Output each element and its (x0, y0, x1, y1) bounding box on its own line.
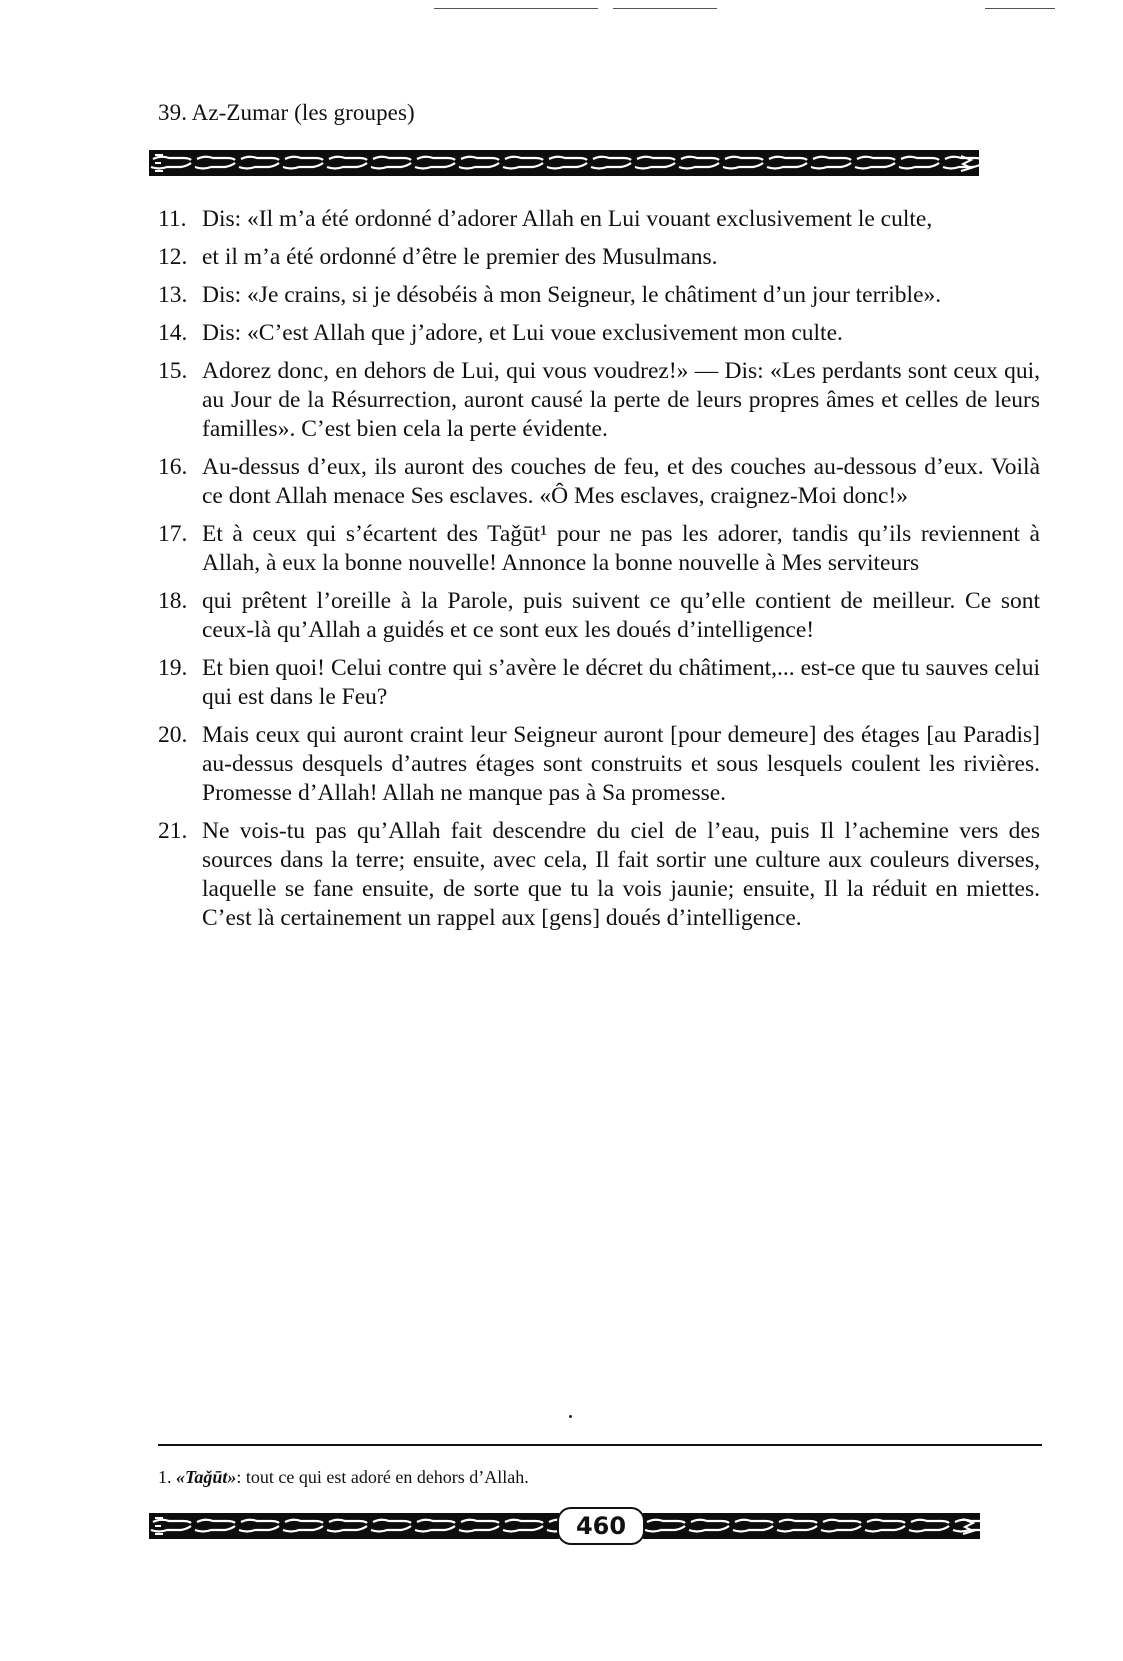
verse-number: 16. (158, 454, 188, 480)
bottom-ornament-band-right (643, 1513, 980, 1539)
running-header: 39. Az-Zumar (les groupes) (158, 100, 415, 125)
verse-text: Adorez donc, en dehors de Lui, qui vous voudrez!» — Dis: «Les perdants sont ceux qui, au Jour de la Résurrection, auront causé la perte de leurs propres âmes et celles de leurs familles». C’est bien cela la perte évidente. (202, 358, 1040, 442)
verse-14 (158, 319, 1040, 348)
verse-text: Mais ceux qui auront craint leur Seigneur auront [pour demeure] des étages [au Paradis] au-dessus desquels d’autres étages sont construits et sous lesquels coulent les rivières. Promesse d’Allah! Allah ne manque pas à Sa promesse. (202, 722, 1040, 806)
verse-number: 20. (158, 722, 188, 748)
verse-13 (158, 281, 1040, 310)
verse-text: Dis: «Je crains, si je désobéis à mon Seigneur, le châtiment d’un jour terrible». (202, 282, 942, 308)
verse-number: 13. (158, 282, 188, 308)
chain-ornament (643, 1513, 980, 1539)
verse-12 (158, 243, 1040, 272)
verse-19 (158, 654, 1040, 712)
verse-list (158, 205, 1040, 942)
footnote (158, 1467, 529, 1488)
footnote-rule (158, 1444, 1042, 1446)
verse-number: 18. (158, 588, 188, 614)
verse-text: Ne vois-tu pas qu’Allah fait descendre du ciel de l’eau, puis Il l’achemine vers des sources dans la terre; ensuite, avec cela, Il fait sortir une culture aux couleurs diverses, laquelle se fane ensuite, de sorte que tu la vois jaunie; ensuite, Il la réduit en miettes. C’est là certainement un rappel aux [gens] doués d’intelligence. (202, 818, 1040, 931)
top-ornament-band (149, 150, 979, 176)
top-edge-rule (434, 8, 598, 9)
verse-number: 15. (158, 358, 188, 384)
verse-number: 21. (158, 818, 188, 844)
verse-text: et il m’a été ordonné d’être le premier des Musulmans. (202, 244, 718, 270)
top-edge-rule (613, 8, 717, 9)
chain-ornament (149, 1513, 559, 1539)
verse-number: 12. (158, 244, 188, 270)
verse-text: Au-dessus d’eux, ils auront des couches de feu, et des couches au-dessous d’eux. Voilà ce dont Allah menace Ses esclaves. «Ô Mes esclaves, craignez-Moi donc!» (202, 454, 1040, 509)
verse-number: 14. (158, 320, 188, 346)
verse-20 (158, 721, 1040, 808)
verse-16 (158, 453, 1040, 511)
chain-ornament (149, 150, 979, 176)
verse-number: 17. (158, 521, 188, 547)
verse-text: qui prêtent l’oreille à la Parole, puis suivent ce qu’elle contient de meilleur. Ce sont ceux-là qu’Allah a guidés et ce sont eux les doués d’intelligence! (202, 588, 1040, 643)
print-speck (569, 1415, 572, 1418)
verse-number: 19. (158, 655, 188, 681)
verse-17 (158, 520, 1040, 578)
verse-number: 11. (158, 206, 187, 232)
verse-11 (158, 205, 1040, 234)
verse-21 (158, 817, 1040, 933)
footnote-number: 1. (158, 1467, 172, 1487)
verse-15 (158, 357, 1040, 444)
verse-text: Et bien quoi! Celui contre qui s’avère le décret du châtiment,... est-ce que tu sauves celui qui est dans le Feu? (202, 655, 1040, 710)
top-edge-rule (985, 8, 1055, 9)
footnote-colon: : (236, 1467, 242, 1487)
footnote-text: tout ce qui est adoré en dehors d’Allah. (245, 1467, 529, 1487)
bottom-ornament-band-left (149, 1513, 559, 1539)
verse-text: Et à ceux qui s’écartent des Taǧūt¹ pour ne pas les adorer, tandis qu’ils reviennent à Allah, à eux la bonne nouvelle! Annonce la bonne nouvelle à Mes serviteurs (202, 521, 1040, 576)
footnote-term: «Taǧūt» (176, 1467, 237, 1487)
page-number: 460 (557, 1507, 645, 1545)
verse-text: Dis: «C’est Allah que j’adore, et Lui voue exclusivement mon culte. (202, 320, 843, 346)
verse-text: Dis: «Il m’a été ordonné d’adorer Allah en Lui vouant exclusivement le culte, (202, 206, 933, 232)
verse-18 (158, 587, 1040, 645)
